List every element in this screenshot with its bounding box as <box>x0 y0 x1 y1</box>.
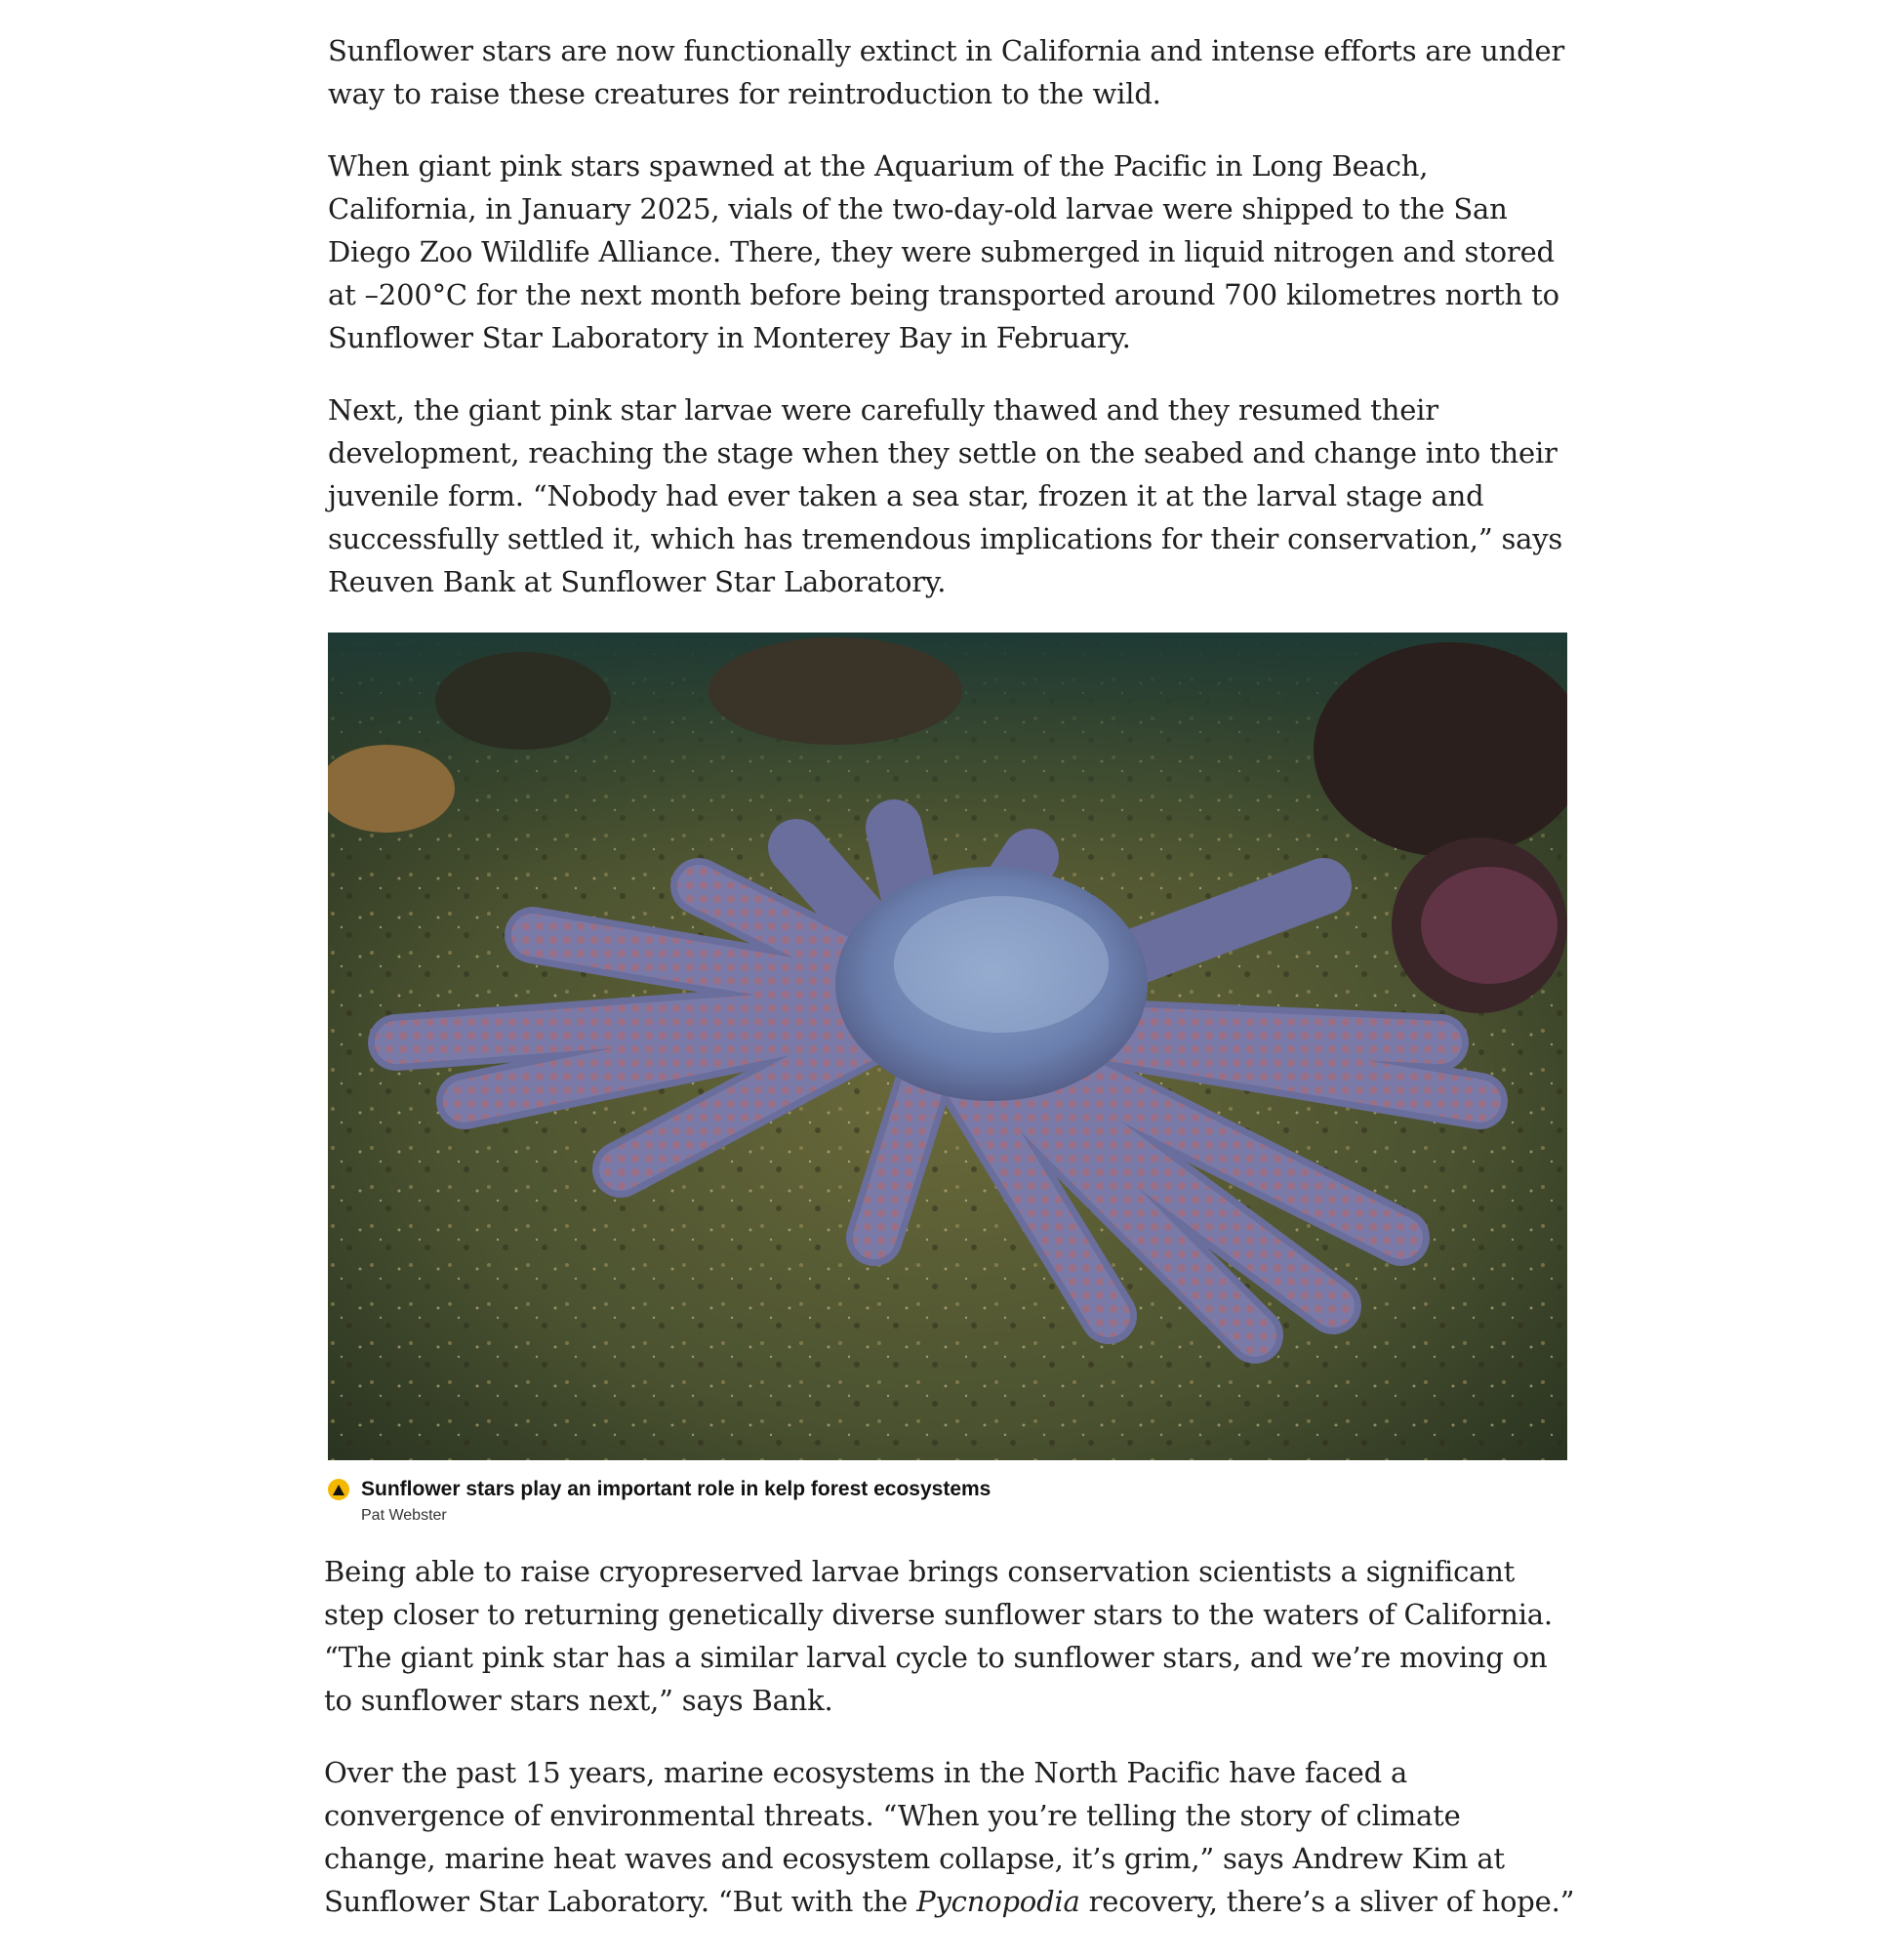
paragraph-text: recovery, there’s a sliver of hope.” <box>1079 1885 1575 1918</box>
sunflower-star-photo <box>328 633 1567 1460</box>
species-name: Pycnopodia <box>916 1885 1080 1918</box>
paragraph <box>324 1751 1579 1923</box>
paragraph: Sunflower stars are now functionally extinct in California and intense efforts are under way to raise these creatures for reintroduction to the wild. <box>328 34 1565 110</box>
triangle-up-icon[interactable] <box>328 1479 349 1500</box>
paragraph: Next, the giant pink star larvae were carefully thawed and they resumed their development, reaching the stage when they settle on the seabed and change into their juvenile form. “Nobody had ever taken a sea star, frozen it at the larval stage and successfully settled it, which has tremendous implications for their conservation,” says Reuven Bank at Sunflower Star Laboratory. <box>328 393 1563 598</box>
caption-title: Sunflower stars play an important role in kelp forest ecosystems <box>361 1478 991 1500</box>
paragraph: Being able to raise cryopreserved larvae brings conservation scientists a significant step closer to returning genetically diverse sunflower stars to the waters of California. “The giant pink star has a similar larval cycle to sunflower stars, and we’re moving on to sunflower stars next,” says Bank. <box>324 1555 1553 1717</box>
paragraph: When giant pink stars spawned at the Aquarium of the Pacific in Long Beach, California, in January 2025, vials of the two-day-old larvae were shipped to the San Diego Zoo Wildlife Alliance. There, they were submerged in liquid nitrogen and stored at –200°C for the next month before being transported around 700 kilometres north to Sunflower Star Laboratory in Monterey Bay in February. <box>328 149 1559 354</box>
caption-text <box>361 1476 991 1529</box>
paragraph-text: Over the past 15 years, marine ecosystems in the North Pacific have faced a convergence of environmental threats. “When you’re telling the story of climate change, marine heat waves and ecosystem collapse, it’s grim,” says Andrew Kim at Sunflower Star Laboratory. “But with the <box>324 1756 1505 1918</box>
article-figure <box>328 633 1567 1529</box>
figure-caption <box>328 1476 1567 1529</box>
photo-credit: Pat Webster <box>361 1507 447 1524</box>
article-body <box>324 29 1579 1952</box>
